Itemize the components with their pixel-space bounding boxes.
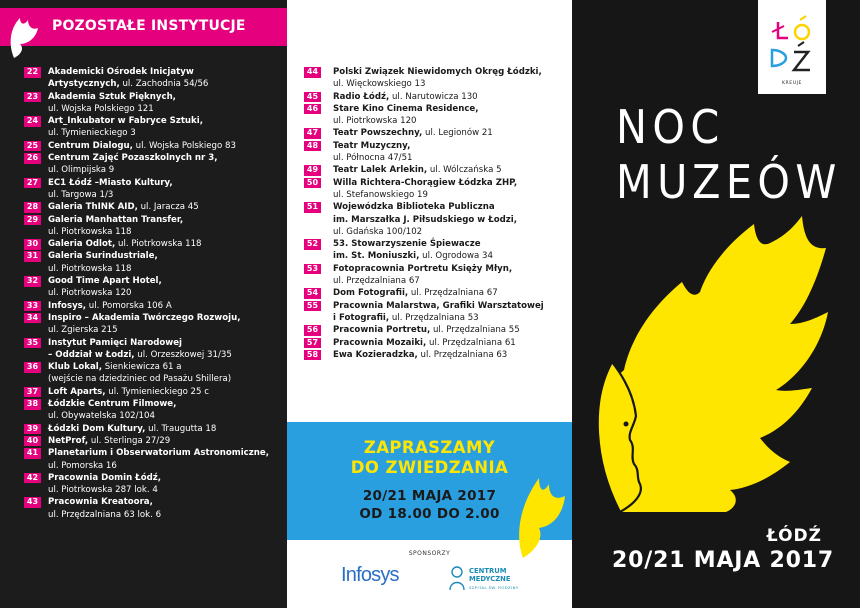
institution-address: ul. Tymienieckiego 25 c bbox=[105, 386, 209, 397]
main-title: NOC bbox=[616, 100, 725, 154]
institution-address: ul. Olimpijska 9 bbox=[48, 165, 115, 176]
left-panel bbox=[0, 0, 287, 608]
institution-name: Fotopracownia Portretu Księży Młyn, bbox=[333, 263, 513, 274]
list-item bbox=[287, 140, 572, 165]
list-item bbox=[0, 423, 287, 435]
institution-name: Dom Fotografii, bbox=[333, 288, 409, 299]
institution-address: ul. Ogrodowa 34 bbox=[419, 251, 493, 262]
invite-date: 20/21 MAJA 2017 bbox=[362, 488, 497, 504]
institution-name: Planetarium i Obserwatorium Astronomiczne, bbox=[48, 448, 269, 459]
wing-icon bbox=[6, 14, 40, 60]
institution-name: Wojewódzka Biblioteka Publiczna bbox=[333, 202, 495, 213]
institution-name: i Fotografii, bbox=[333, 312, 390, 323]
institution-name: Klub Lokal, bbox=[48, 362, 102, 373]
lodz-logo bbox=[758, 0, 826, 94]
institution-address: ul. Przędzalniana 63 bbox=[417, 349, 508, 360]
item-number-badge: 52 bbox=[304, 239, 321, 250]
svg-text:KREUJE: KREUJE bbox=[782, 81, 802, 86]
institution-name: im. Marszałka J. Piłsudskiego w Łodzi, bbox=[333, 214, 517, 225]
item-number-badge: 39 bbox=[24, 424, 41, 435]
sponsors-label: SPONSORZY bbox=[408, 550, 451, 557]
institution-address: ul. Wojska Polskiego 83 bbox=[132, 140, 236, 151]
list-item bbox=[287, 127, 572, 139]
institution-name: Pracownia Kreatoora, bbox=[48, 497, 153, 508]
institution-address: ul. Przędzalniana 63 lok. 6 bbox=[48, 509, 162, 520]
list-item bbox=[0, 275, 287, 300]
logo-subtext: SZPITAL ŚW. RODZINY bbox=[469, 585, 519, 590]
item-number-badge: 56 bbox=[304, 325, 321, 336]
middle-panel bbox=[287, 0, 572, 608]
institution-address: ul. Przędzalniana 55 bbox=[430, 325, 520, 336]
institution-address: ul. Pomorska 106 A bbox=[86, 300, 172, 311]
institution-address: ul. Piotrkowska 120 bbox=[48, 288, 132, 299]
list-item bbox=[0, 472, 287, 497]
institution-name: Centrum Zajęć Pozaszkolnych nr 3, bbox=[48, 153, 218, 164]
institution-address: ul. Orzeszkowej 31/35 bbox=[134, 349, 232, 360]
item-number-badge: 34 bbox=[24, 313, 41, 324]
item-number-badge: 53 bbox=[304, 264, 321, 275]
institution-list bbox=[287, 66, 572, 361]
institution-address: ul. Więckowskiego 13 bbox=[333, 79, 426, 90]
institution-address: (wejście na dziedziniec od Pasażu Shillera) bbox=[48, 374, 232, 385]
list-item bbox=[0, 496, 287, 521]
list-item bbox=[287, 91, 572, 103]
list-item bbox=[0, 66, 287, 91]
event-date: 20/21 MAJA 2017 bbox=[612, 548, 834, 573]
list-item bbox=[287, 201, 572, 238]
institution-address: ul. Przędzalniana 53 bbox=[389, 312, 479, 323]
item-number-badge: 48 bbox=[304, 141, 321, 152]
institution-address: ul. Gdańska 100/102 bbox=[333, 226, 423, 237]
item-number-badge: 45 bbox=[304, 92, 321, 103]
item-number-badge: 22 bbox=[24, 67, 41, 78]
institution-name: NetProf, bbox=[48, 435, 89, 446]
institution-name: Pracownia Portretu, bbox=[333, 325, 431, 336]
item-number-badge: 41 bbox=[24, 448, 41, 459]
list-item bbox=[0, 238, 287, 250]
institution-name: Łódzkie Centrum Filmowe, bbox=[48, 399, 177, 410]
list-item bbox=[0, 214, 287, 239]
item-number-badge: 46 bbox=[304, 104, 321, 115]
item-number-badge: 44 bbox=[304, 67, 321, 78]
list-item bbox=[0, 337, 287, 362]
item-number-badge: 30 bbox=[24, 239, 41, 250]
institution-address: ul. Piotrkowska 118 bbox=[48, 226, 132, 237]
institution-name: – Oddział w Łodzi, bbox=[48, 349, 135, 360]
list-item bbox=[287, 287, 572, 299]
institution-name: Teatr Powszechny, bbox=[333, 128, 423, 139]
item-number-badge: 58 bbox=[304, 350, 321, 361]
institution-name: 53. Stowarzyszenie Śpiewacze bbox=[333, 239, 481, 250]
invite-line: DO ZWIEDZANIA bbox=[350, 458, 509, 477]
institution-name: Instytut Pamięci Narodowej bbox=[48, 337, 182, 348]
item-number-badge: 57 bbox=[304, 338, 321, 349]
list-item bbox=[287, 263, 572, 288]
item-number-badge: 50 bbox=[304, 178, 321, 189]
institution-name: EC1 Łódź –Miasto Kultury, bbox=[48, 177, 173, 188]
main-title: MUZEÓW bbox=[616, 155, 842, 209]
item-number-badge: 31 bbox=[24, 251, 41, 262]
invitation-box bbox=[287, 422, 572, 540]
list-item bbox=[0, 361, 287, 386]
item-number-badge: 54 bbox=[304, 288, 321, 299]
institution-name: Galeria ThINK AID, bbox=[48, 202, 138, 213]
institution-address: ul. Piotrkowska 118 bbox=[48, 263, 132, 274]
institution-name: Infosys, bbox=[48, 300, 87, 311]
list-item bbox=[287, 337, 572, 349]
institution-address: ul. Narutowicza 130 bbox=[389, 91, 478, 102]
list-item bbox=[0, 140, 287, 152]
institution-address: ul. Pomorska 16 bbox=[48, 460, 117, 471]
list-item bbox=[287, 300, 572, 325]
item-number-badge: 35 bbox=[24, 338, 41, 349]
item-number-badge: 26 bbox=[24, 153, 41, 164]
institution-address: ul. Legionów 21 bbox=[422, 128, 493, 139]
institution-address: ul. Piotrkowska 120 bbox=[333, 116, 417, 127]
list-item bbox=[287, 349, 572, 361]
institution-name: Stare Kino Cinema Residence, bbox=[333, 103, 479, 114]
institution-address: ul. Stefanowskiego 19 bbox=[333, 189, 428, 200]
institution-address: ul. Zachodnia 54/56 bbox=[119, 79, 209, 90]
item-number-badge: 47 bbox=[304, 128, 321, 139]
institution-address: ul. Wojska Polskiego 121 bbox=[48, 103, 154, 114]
list-item bbox=[0, 398, 287, 423]
item-number-badge: 43 bbox=[24, 497, 41, 508]
institution-list bbox=[0, 66, 287, 521]
institution-name: Galeria Surindustriale, bbox=[48, 251, 158, 262]
wing-icon bbox=[509, 470, 569, 560]
item-number-badge: 32 bbox=[24, 276, 41, 287]
institution-name: Teatr Muzyczny, bbox=[333, 140, 411, 151]
list-item bbox=[287, 164, 572, 176]
item-number-badge: 23 bbox=[24, 92, 41, 103]
list-item bbox=[0, 435, 287, 447]
item-number-badge: 25 bbox=[24, 141, 41, 152]
item-number-badge: 28 bbox=[24, 202, 41, 213]
list-item bbox=[0, 201, 287, 213]
institution-name: Galeria Manhattan Transfer, bbox=[48, 214, 184, 225]
institution-name: Artystycznych, bbox=[48, 79, 120, 90]
institution-address: ul. Tymienieckiego 3 bbox=[48, 128, 136, 139]
institution-name: Radio Łódź, bbox=[333, 91, 390, 102]
institution-name: Pracownia Mozaiki, bbox=[333, 337, 427, 348]
item-number-badge: 36 bbox=[24, 362, 41, 373]
lodz-logo-icon bbox=[758, 0, 826, 94]
institution-address: ul. Sterlinga 27/29 bbox=[88, 435, 171, 446]
institution-address: ul. Zgierska 215 bbox=[48, 325, 118, 336]
institution-name: Pracownia Malarstwa, Grafiki Warsztatowej bbox=[333, 300, 544, 311]
institution-name: Teatr Lalek Arlekin, bbox=[333, 165, 428, 176]
section-title: POZOSTAŁE INSTYTUCJE bbox=[52, 18, 246, 34]
list-item bbox=[0, 300, 287, 312]
list-item bbox=[287, 324, 572, 336]
institution-name: Art_Inkubator w Fabryce Sztuki, bbox=[48, 116, 203, 127]
item-number-badge: 24 bbox=[24, 116, 41, 127]
list-item bbox=[0, 115, 287, 140]
institution-name: Łódzki Dom Kultury, bbox=[48, 423, 146, 434]
item-number-badge: 27 bbox=[24, 178, 41, 189]
list-item bbox=[0, 152, 287, 177]
list-item bbox=[287, 103, 572, 128]
institution-address: ul. Obywatelska 102/104 bbox=[48, 411, 155, 422]
item-number-badge: 40 bbox=[24, 436, 41, 447]
yellow-wing-face-icon bbox=[590, 212, 852, 512]
institution-name: Centrum Dialogu, bbox=[48, 140, 133, 151]
institution-name: Willa Richtera-Chorągiew Łódzka ZHP, bbox=[333, 177, 518, 188]
institution-address: ul. Piotrkowska 118 bbox=[115, 239, 202, 250]
institution-name: Pracownia Domin Łódź, bbox=[48, 472, 162, 483]
list-item bbox=[0, 447, 287, 472]
institution-name: Inspiro – Akademia Twórczego Rozwoju, bbox=[48, 312, 241, 323]
institution-address: ul. Przędzalniana 61 bbox=[426, 337, 516, 348]
list-item bbox=[0, 386, 287, 398]
item-number-badge: 38 bbox=[24, 399, 41, 410]
institution-name: Ewa Kozieradzka, bbox=[333, 349, 418, 360]
centrum-medyczne-logo bbox=[447, 560, 527, 600]
institution-name: Loft Aparts, bbox=[48, 386, 106, 397]
item-number-badge: 51 bbox=[304, 202, 321, 213]
institution-name: Polski Związek Niewidomych Okręg Łódzki, bbox=[333, 67, 542, 77]
item-number-badge: 29 bbox=[24, 215, 41, 226]
institution-name: im. St. Moniuszki, bbox=[333, 251, 420, 262]
institution-name: Galeria Odlot, bbox=[48, 239, 116, 250]
logo-mark-icon bbox=[447, 564, 467, 592]
invite-hours: OD 18.00 DO 2.00 bbox=[359, 506, 500, 522]
institution-name: Akademia Sztuk Pięknych, bbox=[48, 91, 176, 102]
item-number-badge: 37 bbox=[24, 387, 41, 398]
list-item bbox=[0, 91, 287, 116]
list-item bbox=[0, 312, 287, 337]
institution-address: ul. Przędzalniana 67 bbox=[408, 288, 498, 299]
invite-line: ZAPRASZAMY bbox=[363, 438, 496, 457]
item-number-badge: 42 bbox=[24, 473, 41, 484]
institution-name: Akademicki Ośrodek Inicjatyw bbox=[48, 67, 194, 77]
section-header bbox=[0, 8, 287, 46]
item-number-badge: 49 bbox=[304, 165, 321, 176]
institution-address: ul. Jaracza 45 bbox=[137, 202, 199, 213]
institution-address: ul. Wólczańska 5 bbox=[427, 165, 502, 176]
institution-address: ul. Przędzalniana 67 bbox=[333, 276, 420, 287]
list-item bbox=[0, 250, 287, 275]
list-item bbox=[0, 177, 287, 202]
institution-address: ul. Północna 47/51 bbox=[333, 153, 413, 164]
right-panel bbox=[572, 0, 860, 608]
list-item bbox=[287, 177, 572, 202]
logo-text: CENTRUM MEDYCZNE bbox=[469, 567, 511, 583]
city-label: ŁÓDŹ bbox=[766, 526, 822, 546]
institution-name: Good Time Apart Hotel, bbox=[48, 276, 162, 287]
institution-address: Sienkiewicza 61 a bbox=[101, 362, 182, 373]
item-number-badge: 55 bbox=[304, 301, 321, 312]
list-item bbox=[287, 66, 572, 91]
infosys-logo: Infosys bbox=[341, 564, 399, 586]
item-number-badge: 33 bbox=[24, 301, 41, 312]
institution-address: ul. Traugutta 18 bbox=[145, 423, 217, 434]
list-item bbox=[287, 238, 572, 263]
institution-address: ul. Piotrkowska 287 lok. 4 bbox=[48, 485, 158, 496]
institution-address: ul. Targowa 1/3 bbox=[48, 189, 114, 200]
